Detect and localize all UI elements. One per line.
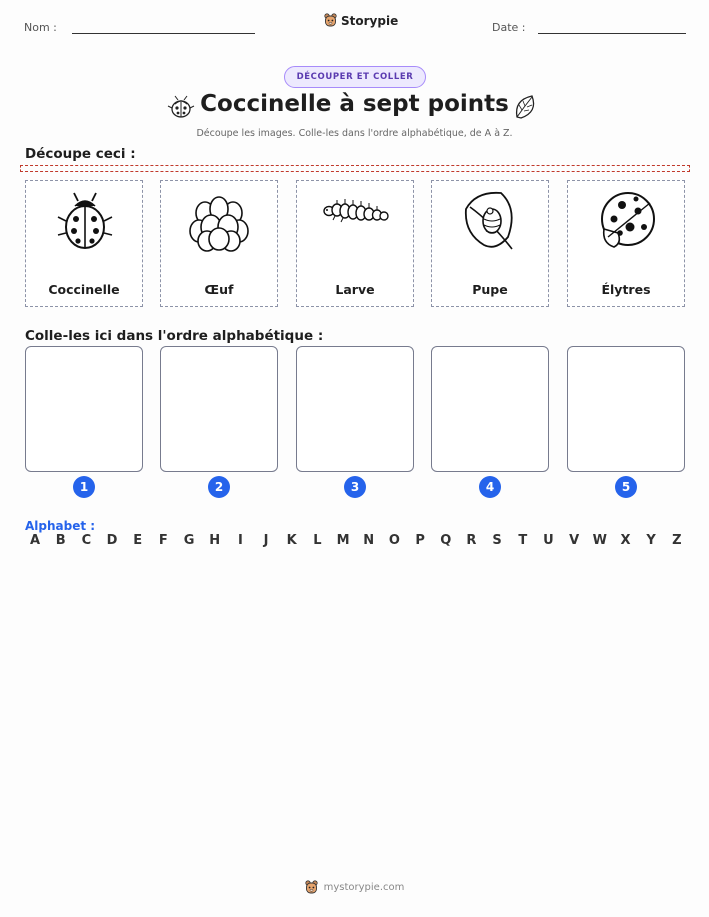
card-label: Larve [335,282,375,297]
alphabet-letter: G [183,533,195,548]
activity-badge: DÉCOUPER ET COLLER [284,66,426,88]
storypie-mascot-icon [324,13,337,28]
paste-box-2[interactable] [160,346,278,472]
alphabet-letter: I [237,533,243,548]
number-badge-3: 3 [344,476,366,498]
alphabet-letter: Z [672,533,682,548]
cut-section-label: Découpe ceci : [25,146,136,162]
cut-card-pupe[interactable] [431,180,549,307]
alphabet-letter: Y [646,533,656,548]
alphabet-letter: M [336,533,350,548]
paste-box-3[interactable] [296,346,414,472]
instructions: Découpe les images. Colle-les dans l'ordre alphabétique, de A à Z. [196,128,513,139]
alphabet-letter: J [263,533,269,548]
footer-url[interactable]: mystorypie.com [323,882,405,893]
alphabet-letter: U [543,533,554,548]
alphabet-letter: R [466,533,477,548]
alphabet-letter: P [415,533,425,548]
alphabet-letter: H [209,533,221,548]
cut-line [20,165,690,172]
alphabet-letter: F [158,533,168,548]
alphabet-letter: O [388,533,400,548]
paste-section-label: Colle-les ici dans l'ordre alphabétique : [25,328,324,344]
alphabet-letter: E [133,533,143,548]
alphabet-label: Alphabet : [25,519,96,533]
larva-icon [321,189,391,259]
alphabet-letter: W [592,533,607,548]
number-badge-1: 1 [73,476,95,498]
storypie-mascot-icon [305,880,318,895]
leaf-icon [512,92,540,122]
cut-card-elytres[interactable] [567,180,685,307]
alphabet-letter: B [55,533,66,548]
cut-card-oeuf[interactable] [160,180,278,307]
cut-card-coccinelle[interactable] [25,180,143,307]
alphabet-letter: Q [440,533,452,548]
alphabet-letter: A [29,533,41,548]
card-label: Œuf [204,282,234,297]
card-label: Coccinelle [48,282,120,297]
name-line[interactable] [72,33,255,34]
alphabet-letter: N [363,533,375,548]
card-label: Élytres [601,282,651,297]
eggs-icon [185,189,255,259]
card-label: Pupe [472,282,508,297]
date-line[interactable] [538,33,686,34]
date-label: Date : [492,21,526,34]
page-title: Coccinelle à sept points [200,91,509,117]
alphabet-letter: V [569,533,580,548]
elytra-icon [592,189,662,259]
alphabet-letter: X [620,533,631,548]
pupa-on-leaf-icon [456,189,526,259]
alphabet-row [25,533,687,548]
cut-card-larve[interactable] [296,180,414,307]
paste-box-5[interactable] [567,346,685,472]
alphabet-letter: T [518,533,528,548]
ladybug-icon [50,189,120,259]
alphabet-letter: K [286,533,297,548]
brand-name: Storypie [341,13,399,28]
alphabet-letter: L [313,533,322,548]
brand-logo [324,13,398,28]
paste-box-1[interactable] [25,346,143,472]
number-badge-2: 2 [208,476,230,498]
footer [0,880,709,895]
number-badge-4: 4 [479,476,501,498]
paste-box-4[interactable] [431,346,549,472]
number-badge-5: 5 [615,476,637,498]
alphabet-letter: S [492,533,502,548]
alphabet-letter: C [81,533,92,548]
name-label: Nom : [24,21,57,34]
alphabet-letter: D [106,533,118,548]
